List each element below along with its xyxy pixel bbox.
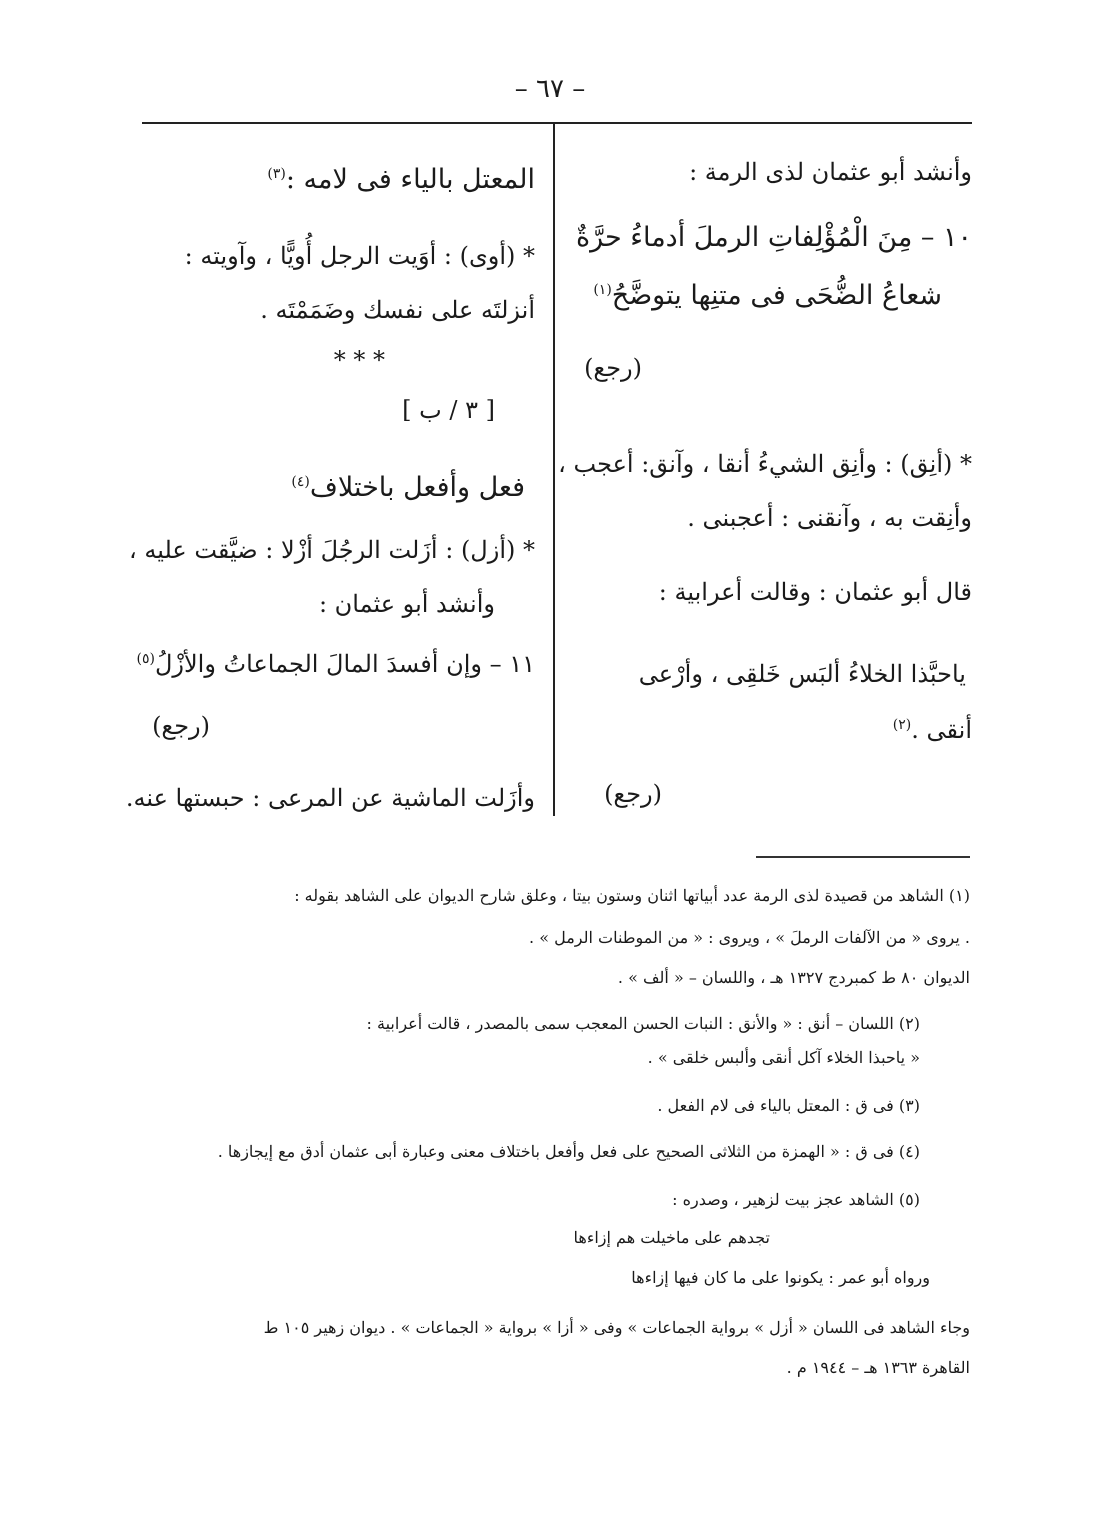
entry-aniq-line-2: وأنِقت به ، وآنقنى : أعجبنى . [687, 504, 972, 532]
footnote-1-line-1: (١) الشاهد من قصيدة لذى الرمة عدد أبياتها اثنان وستون بيتا ، وعلق شارح الديوان على الشاهد بقوله : [294, 886, 970, 905]
right-column [558, 150, 972, 820]
footnote-1-line-2: . يروى « من الآلفات الرملَ » ، ويروى : « من الموطنات الرمل » . [529, 928, 970, 947]
entry-awa-line-1: * (أوى) : أوَيت الرجل أُويًّا ، وآويته : [184, 242, 535, 270]
page-number: – ٦٧ – [514, 74, 586, 104]
footnote-5-line-1: (٥) الشاهد عجز بيت لزهير ، وصدره : [672, 1190, 920, 1209]
verse-10-line-1: ١٠ – مِنَ الْمُؤْلِفاتِ الرملَ أدماءُ حرَّةٌ [575, 222, 972, 253]
column-divider [553, 124, 555, 816]
entry-awa-line-2: أنزلتَه على نفسك وضَمَمْتَه . [260, 296, 535, 324]
closing-line: وأزَلت الماشية عن المرعى : حبستها عنه. [125, 784, 535, 812]
footnote-ref-1: (١) [593, 282, 612, 298]
entry-aniq-line-1: * (أنِق) : وأنِق الشيءُ أنقا ، وآنق: أعجب ، [558, 450, 972, 478]
footnote-ref-3: (٣) [267, 166, 286, 182]
folio-marker: [ ٣ / ب ] [402, 396, 495, 424]
entry-azal-line-1: * (أزل) : أزَلت الرجُلَ أزْلا : ضيَّقت عليه ، [128, 536, 535, 564]
footnote-2-line-1: (٢) اللسان – أنق : « والأنق : النبات الحسن المعجب سمى بالمصدر ، قالت أعرابية : [366, 1014, 920, 1033]
footnote-ref-2: (٢) [892, 717, 912, 733]
verse-10-line-2 [593, 280, 942, 312]
footnote-ref-4: (٤) [291, 474, 310, 490]
section-separator-stars: * * * [333, 346, 385, 374]
heading-2-text: فعل وأفعل باختلاف [309, 472, 525, 503]
rajaa-marker: (رجع) [152, 712, 210, 740]
footnote-5-line-5: القاهرة ١٣٦٣ هـ – ١٩٤٤ م . [786, 1358, 970, 1377]
verse-intro: وأنشد أبو عثمان لذى الرمة : [689, 158, 972, 186]
verse-11-text: ١١ – وإن أفسدَ المالَ الجماعاتُ والأزْلُ [154, 650, 535, 678]
section-heading [267, 164, 535, 196]
quote-line-1: ياحبَّذا الخلاءُ ألبَس خَلقِى ، وأرْعى [638, 660, 966, 688]
quote-line-2-text: أنقى . [911, 716, 972, 744]
heading-text: المعتل بالياء فى لامه : [285, 164, 535, 195]
footnote-3: (٣) فى ق : المعتل بالياء فى لام الفعل . [657, 1096, 920, 1115]
footnote-ref-5: (٥) [136, 651, 155, 667]
footnote-5-verse-1: تجدهم على ماخيلت هم إزاءها [573, 1228, 770, 1247]
quote-line-2 [893, 716, 972, 745]
rajaa-marker: (رجع) [604, 780, 662, 808]
footnote-1-line-3: الديوان ٨٠ ط كمبردج ١٣٢٧ هـ ، واللسان – « ألف » . [617, 968, 970, 987]
quote-intro: قال أبو عثمان : وقالت أعرابية : [658, 578, 972, 606]
rajaa-marker: (رجع) [584, 354, 642, 382]
footnote-5-verse-2: ورواه أبو عمر : يكونوا على ما كان فيها إزاءها [631, 1268, 930, 1287]
section-heading-2 [291, 472, 525, 504]
footnote-rule [756, 856, 970, 858]
verse-10-text: شعاعُ الضُّحَى فى متنِها يتوضَّحُ [611, 280, 942, 311]
left-column [125, 150, 535, 820]
header-rule [142, 122, 972, 124]
verse-11 [136, 650, 535, 679]
footnote-2-line-2: « ياحبذا الخلاء آكل أنقى وألبس خلقى » . [647, 1048, 920, 1067]
footnote-5-line-4: وجاء الشاهد فى اللسان « أزل » برواية الجماعات » وفى « أزا » برواية « الجماعات » . ديوان زهير ١٠٥ ط [263, 1318, 970, 1337]
footnote-4: (٤) فى ق : « الهمزة من الثلاثى الصحيح على فعل وأفعل باختلاف معنى وعبارة أبى عثمان أدق مع إيجازها . [217, 1142, 920, 1161]
entry-azal-line-2: وأنشد أبو عثمان : [318, 590, 495, 618]
footnotes [150, 880, 970, 1400]
